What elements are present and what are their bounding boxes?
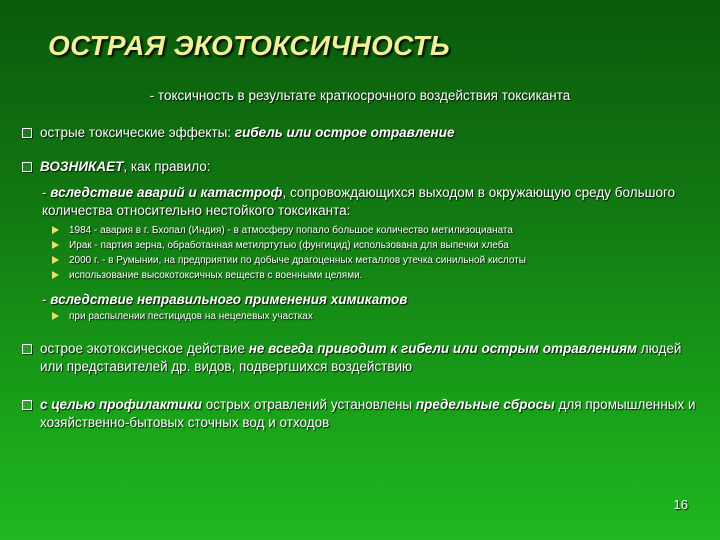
- misuse-list: [22, 309, 702, 324]
- list-item: при распылении пестицидов на нецелевых участках: [52, 309, 702, 324]
- bullet-text: с целью профилактики острых отравлений установлены предельные сбросы для промышленных и хозяйственно-бытовых сточных вод и отходов: [40, 397, 696, 430]
- arrow-bullet-icon: [52, 256, 59, 264]
- bullet-acute-effects: [22, 124, 702, 142]
- slide-subtitle: - токсичность в результате краткосрочного воздействия токсиканта: [149, 88, 571, 103]
- arrow-bullet-icon: [52, 271, 59, 279]
- list-item: Ирак - партия зерна, обработанная метилртутью (фунгицид) использована для выпечки хлеба: [52, 238, 702, 253]
- square-bullet-icon: [22, 400, 32, 410]
- square-bullet-icon: [22, 128, 32, 138]
- slide-title: ОСТРАЯ ЭКОТОКСИЧНОСТЬ: [48, 30, 451, 61]
- sub-point-misuse: - вследствие неправильного применения химикатов: [42, 292, 408, 307]
- bullet-occurs: [22, 158, 702, 324]
- bullet-text: острые токсические эффекты: гибель или острое отравление: [40, 125, 455, 140]
- list-item: использование высокотоксичных веществ с военными целями.: [52, 268, 702, 283]
- page-number: 16: [673, 497, 688, 512]
- arrow-bullet-icon: [52, 226, 59, 234]
- bullet-text: острое экотоксическое действие не всегда приводит к гибели или острым отравлениям людей или представителей др. видов, подвергшихся воздействию: [40, 341, 682, 374]
- square-bullet-icon: [22, 344, 32, 354]
- list-item: 2000 г. - в Румынии, на предприятии по добыче драгоценных металлов утечка синильной кислоты: [52, 253, 702, 268]
- bullet-not-always-fatal: [22, 340, 702, 376]
- square-bullet-icon: [22, 162, 32, 172]
- list-item: 1984 - авария в г. Бхопал (Индия) - в атмосферу попало большое количество метилизоцианата: [52, 223, 702, 238]
- arrow-bullet-icon: [52, 241, 59, 249]
- arrow-bullet-icon: [52, 312, 59, 320]
- sub-point-accidents: - вследствие аварий и катастроф, сопровождающихся выходом в окружающую среду большого количества относительно нестойкого токсиканта:: [42, 185, 676, 218]
- bullet-prevention: [22, 396, 702, 432]
- accidents-list: [22, 223, 702, 283]
- bullet-text: ВОЗНИКАЕТ, как правило:: [40, 159, 211, 174]
